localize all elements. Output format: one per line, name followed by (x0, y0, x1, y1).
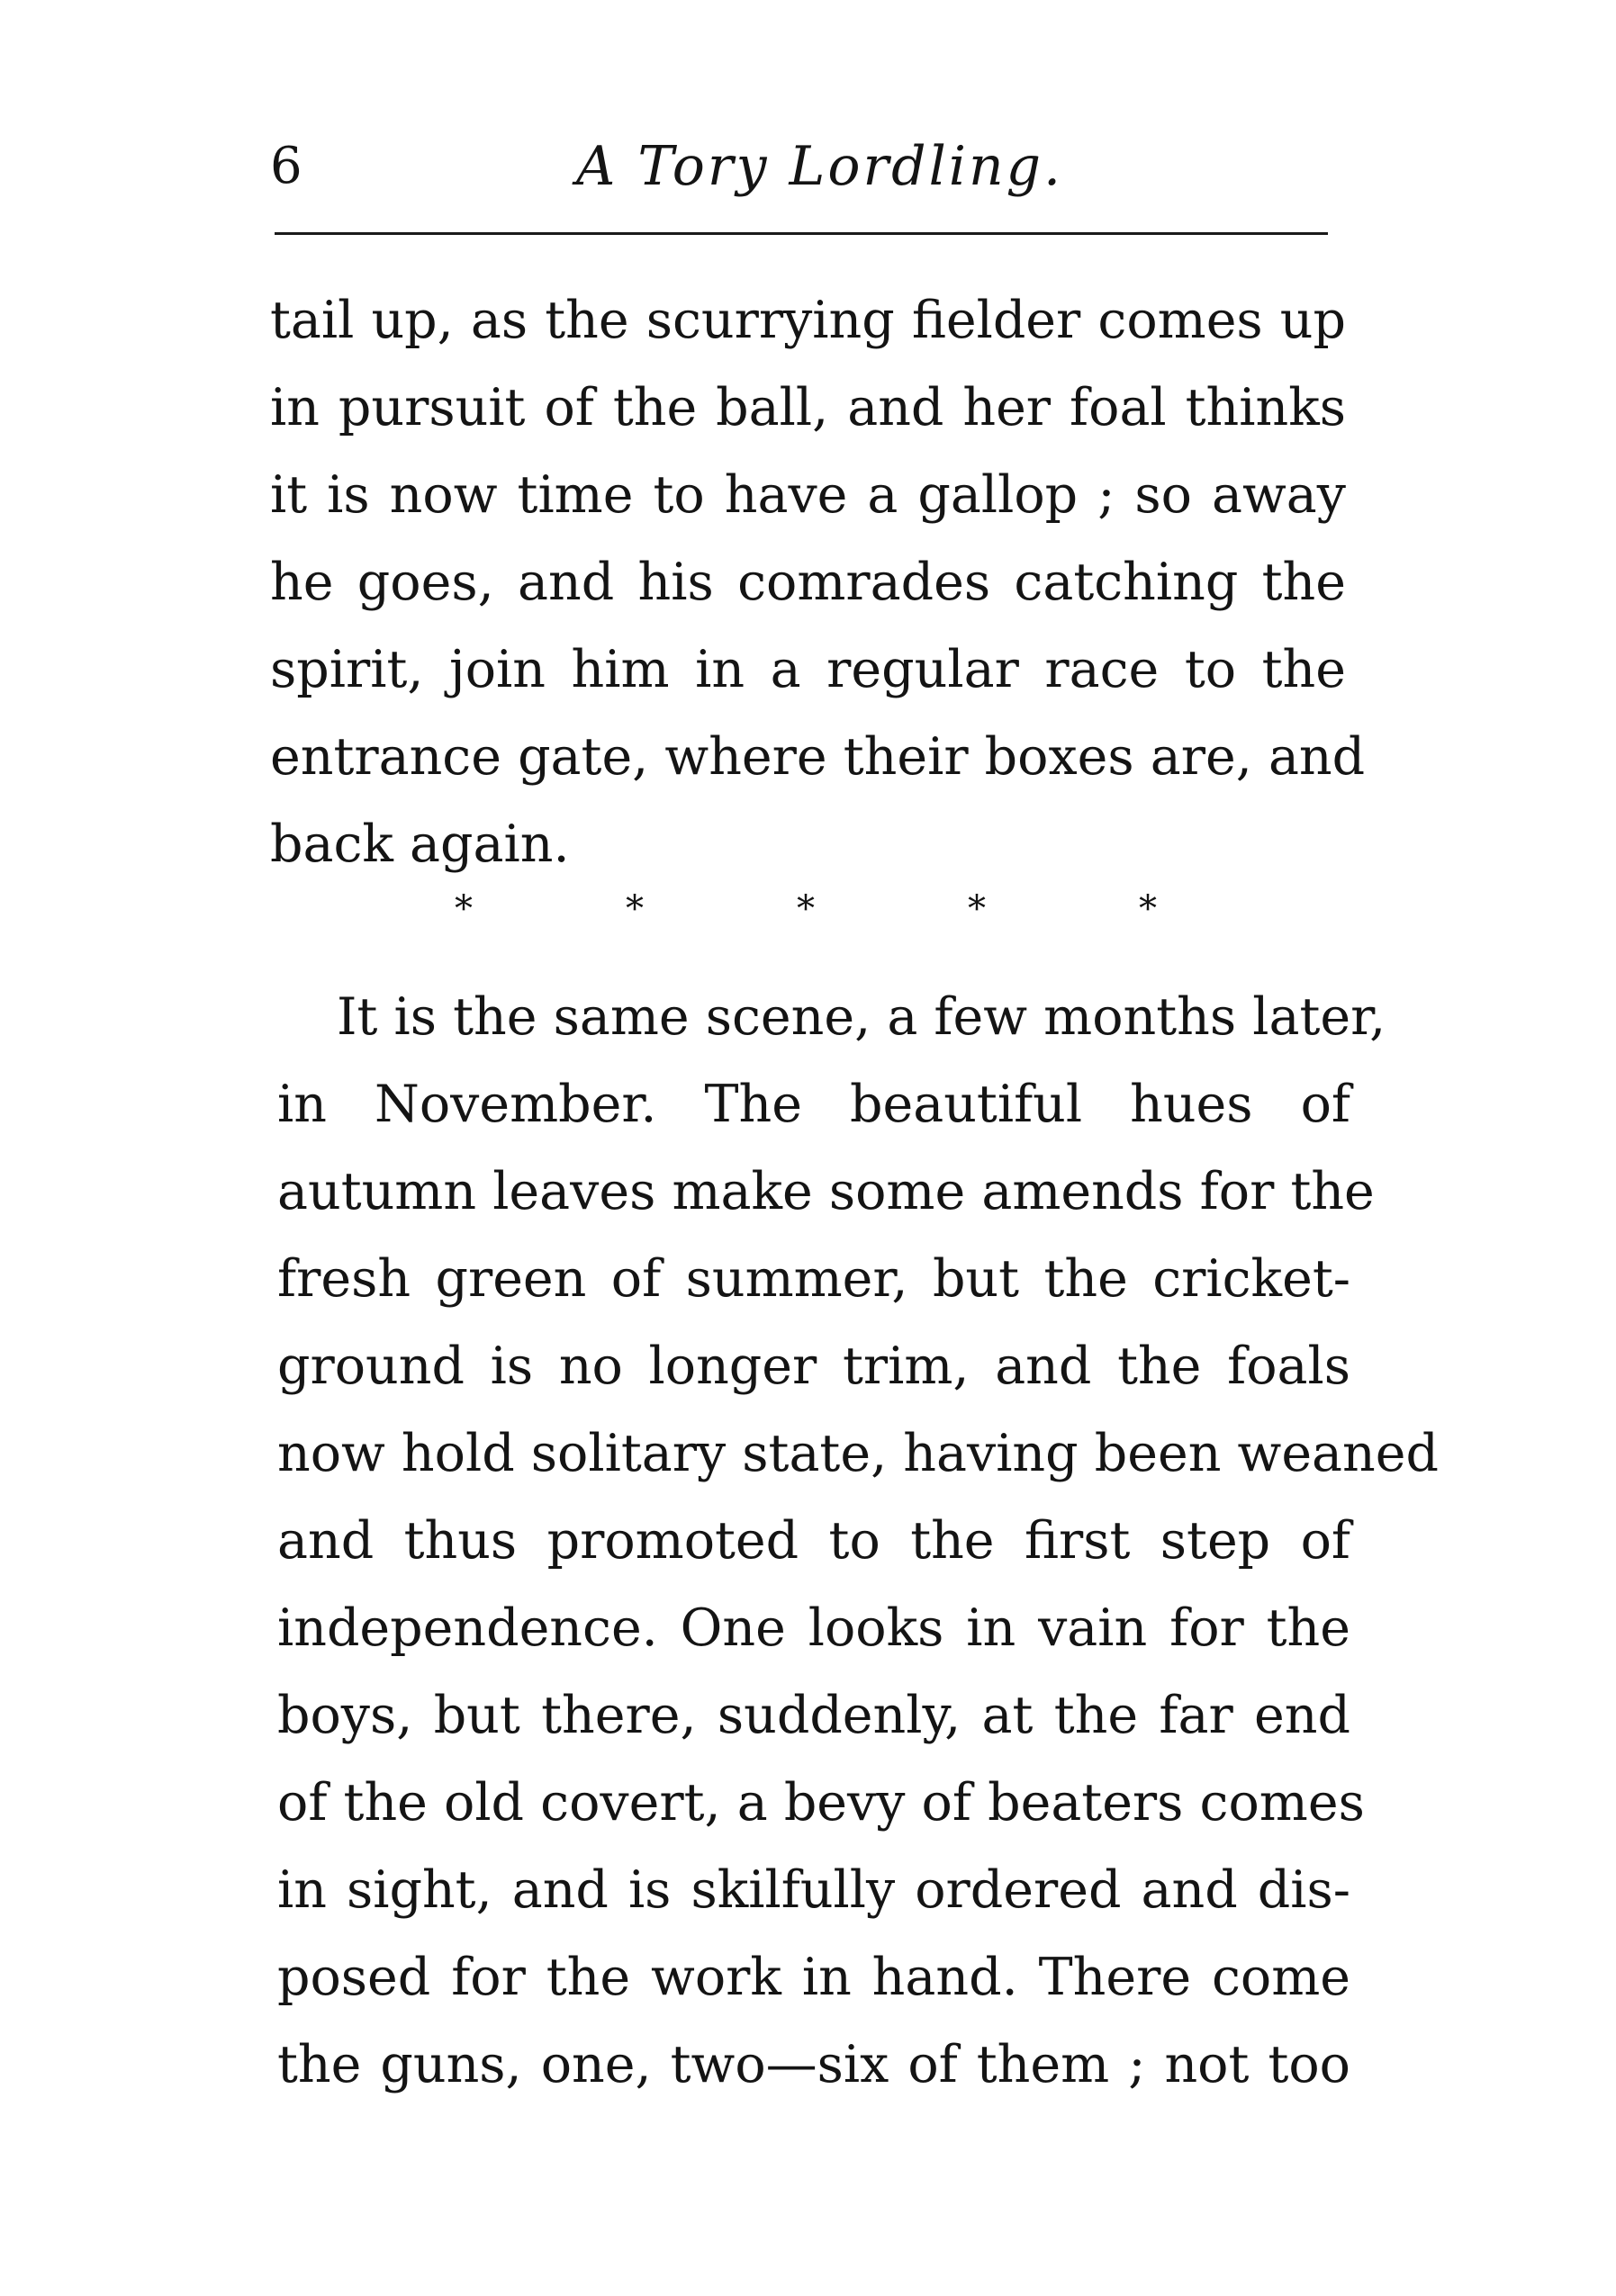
asterisk: * (968, 888, 986, 930)
running-title: A Tory Lordling. (576, 135, 1064, 198)
text-line: entrance gate, where their boxes are, and (270, 727, 1366, 787)
text-line: of the old covert, a bevy of beaters comes (277, 1773, 1365, 1832)
text-line: ground is no longer trim, and the foals (277, 1337, 1350, 1396)
text-line: independence. One looks in vain for the (277, 1598, 1350, 1658)
asterisk: * (455, 888, 473, 930)
asterisk: * (797, 888, 815, 930)
text-line: in November. The beautiful hues of (277, 1075, 1350, 1134)
text-line: autumn leaves make some amends for the (277, 1162, 1375, 1221)
header-rule (275, 232, 1328, 235)
text-line: he goes, and his comrades catching the (270, 553, 1346, 612)
page-number: 6 (270, 137, 302, 195)
text-line: the guns, one, two—six of them ; not too (277, 2035, 1350, 2094)
text-line: posed for the work in hand. There come (277, 1948, 1350, 2007)
text-line: now hold solitary state, having been weaned (277, 1424, 1439, 1483)
paragraph-continued (270, 277, 1366, 888)
text-line: in pursuit of the ball, and her foal thinks (270, 378, 1346, 437)
text-line: boys, but there, suddenly, at the far end (277, 1686, 1350, 1745)
text-line: in sight, and is skilfully ordered and dis- (277, 1860, 1350, 1920)
text-line: and thus promoted to the first step of (277, 1511, 1350, 1571)
text-line: It is the same scene, a few months later, (337, 987, 1386, 1047)
text-line: tail up, as the scurrying fielder comes up (270, 291, 1346, 350)
text-line: spirit, join him in a regular race to the (270, 640, 1346, 699)
text-line: it is now time to have a gallop ; so away (270, 465, 1346, 525)
text-line: back again. (270, 815, 570, 874)
section-break-asterisks (455, 882, 1157, 936)
asterisk: * (626, 888, 644, 930)
running-head (270, 126, 1328, 207)
asterisk: * (1139, 888, 1157, 930)
text-line: fresh green of summer, but the cricket- (277, 1249, 1350, 1309)
paragraph-new-scene (277, 974, 1439, 2109)
